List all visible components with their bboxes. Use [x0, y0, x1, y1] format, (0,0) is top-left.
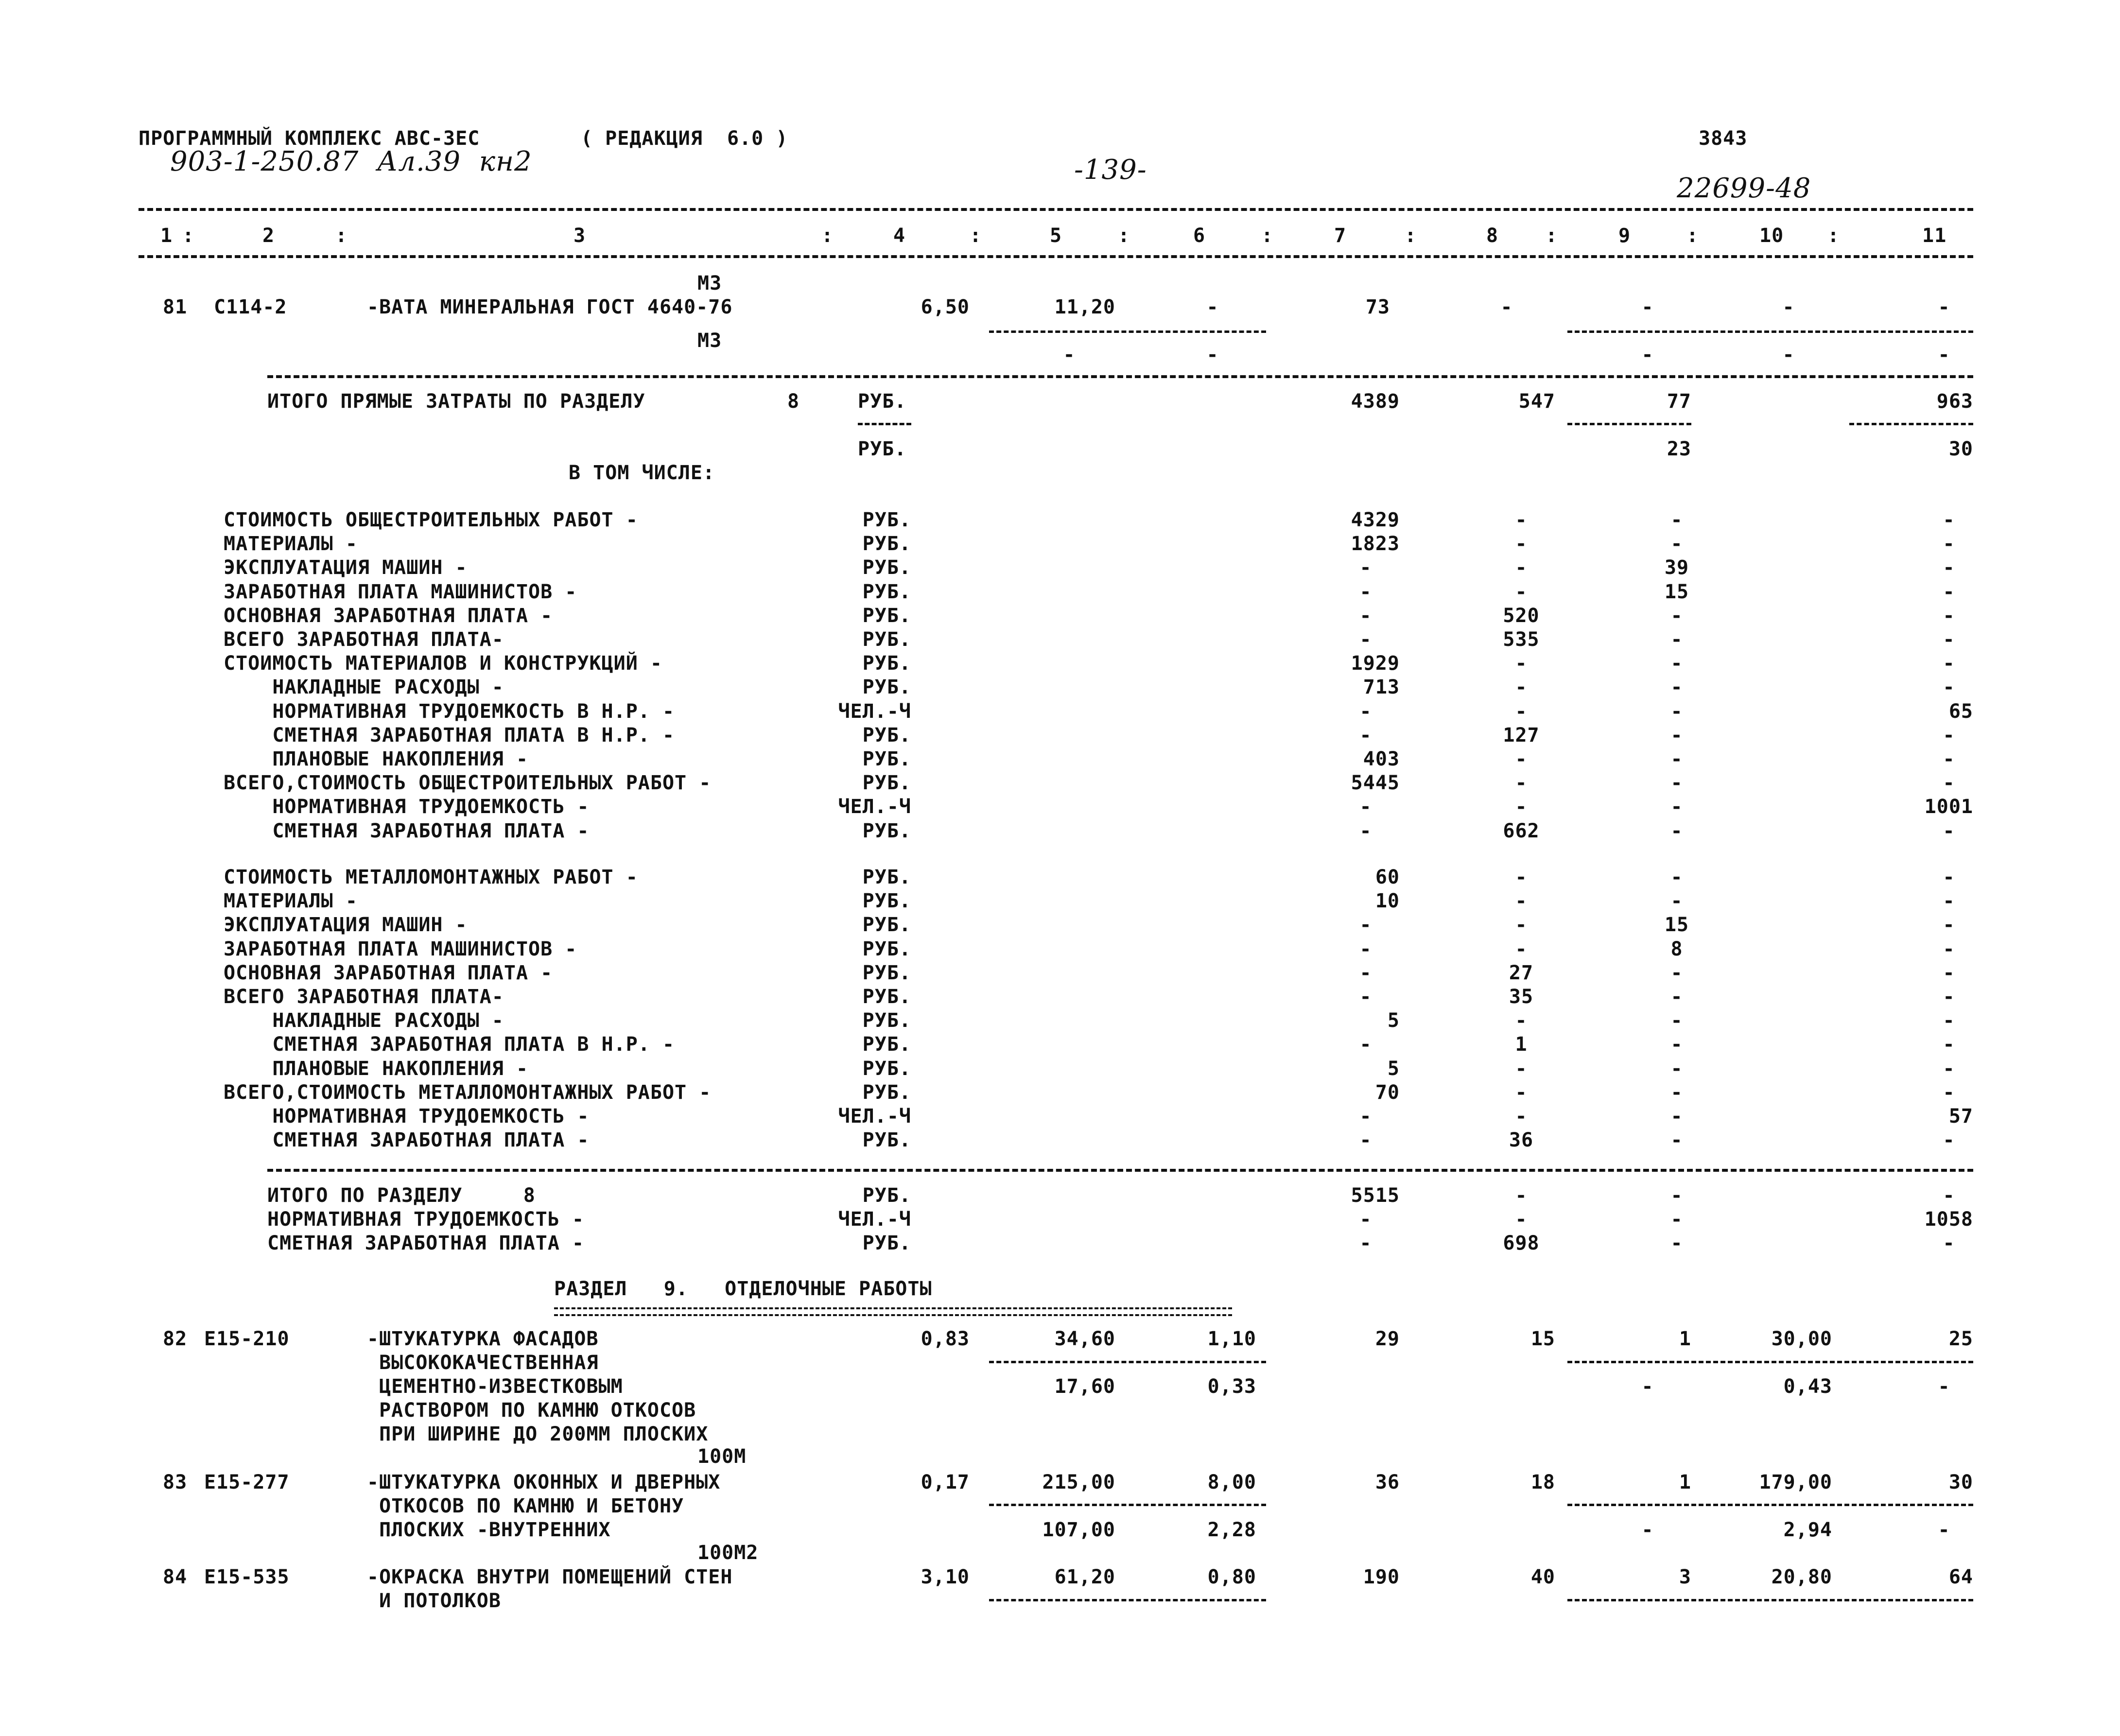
cell-c9: - [1670, 748, 1683, 770]
cell-c9: 1 [1679, 1328, 1691, 1350]
cell-separator [1567, 1504, 1973, 1506]
item-code: Е15-210 [204, 1328, 290, 1350]
cell-c11: 57 [1948, 1105, 1973, 1128]
cell-c7: - [1359, 961, 1372, 984]
row-unit: ЧЕЛ.-Ч [838, 796, 911, 818]
cell-separator [1567, 423, 1691, 425]
cell-c11: - [1943, 937, 1955, 960]
cell-c6: 1,10 [1207, 1328, 1256, 1350]
item-description-line: И ПОТОЛКОВ [367, 1590, 501, 1612]
column-header-1: 1 [160, 225, 173, 247]
cell-c11: - [1943, 652, 1955, 675]
cell-c5b: 17,60 [1054, 1375, 1115, 1398]
row-label: СМЕТНАЯ ЗАРАБОТНАЯ ПЛАТА - [224, 1129, 590, 1152]
cell-c11: 64 [1948, 1566, 1973, 1588]
cell-c8: - [1515, 914, 1528, 937]
row-unit: РУБ. [862, 1081, 911, 1104]
cell-c10b: 0,43 [1783, 1375, 1832, 1398]
project-handwritten: 903-1-250.87 Ал.39 кн2 [170, 146, 532, 177]
cell-c8: - [1515, 533, 1528, 556]
row-unit: РУБ. [862, 1009, 911, 1032]
item-unit: 100М [697, 1445, 747, 1468]
cell-c8: - [1515, 772, 1528, 795]
cell-c8: - [1515, 937, 1528, 960]
cell-c9: 3 [1679, 1566, 1691, 1588]
cell-c7: - [1359, 796, 1372, 818]
cell-c8: - [1515, 676, 1528, 699]
item-description-line: ВЫСОКОКАЧЕСТВЕННАЯ [367, 1352, 599, 1374]
cell-c7: - [1359, 1129, 1372, 1152]
cell-c8: - [1515, 509, 1528, 531]
row-label: ВСЕГО ЗАРАБОТНАЯ ПЛАТА- [224, 628, 504, 651]
column-separator: : [1405, 225, 1417, 247]
row-unit: РУБ. [862, 509, 911, 531]
item-unit-bottom: М3 [697, 330, 722, 352]
cell-c7: - [1359, 628, 1372, 651]
cell-c8: 40 [1530, 1566, 1555, 1588]
cell-c9: - [1670, 772, 1683, 795]
cell-c11: - [1943, 1184, 1955, 1207]
cell-c7: - [1359, 914, 1372, 937]
cell-c6: 8,00 [1207, 1471, 1256, 1493]
cell-c9: - [1670, 652, 1683, 675]
cell-c11b: 30 [1948, 438, 1973, 460]
cell-c11b: - [1938, 1519, 1950, 1541]
row-label: ЗАРАБОТНАЯ ПЛАТА МАШИНИСТОВ - [224, 580, 577, 603]
column-separator: : [1827, 225, 1840, 247]
item-unit: 100М2 [697, 1542, 759, 1564]
column-header-9: 9 [1618, 225, 1631, 247]
cell-c10: - [1782, 296, 1795, 318]
row-label: НОРМАТИВНАЯ ТРУДОЕМКОСТЬ - [267, 1208, 585, 1231]
cell-c7: - [1359, 700, 1372, 723]
cell-c8: 547 [1518, 390, 1555, 413]
cell-c9: - [1670, 961, 1683, 984]
cell-c7: 713 [1363, 676, 1400, 699]
program-edition: ( РЕДАКЦИЯ 6.0 ) [581, 127, 788, 150]
cell-c7: - [1359, 724, 1372, 746]
row-label: НОРМАТИВНАЯ ТРУДОЕМКОСТЬ - [224, 1105, 590, 1128]
cell-separator [989, 1504, 1266, 1506]
page-number-handwritten: -139- [1074, 154, 1147, 186]
row-label: НОРМАТИВНАЯ ТРУДОЕМКОСТЬ В Н.Р. - [224, 700, 675, 723]
row-label: СТОИМОСТЬ МЕТАЛЛОМОНТАЖНЫХ РАБОТ - [224, 866, 638, 888]
item-number: 81 [163, 296, 188, 318]
cell-c11: - [1943, 772, 1955, 795]
cell-c11: 25 [1948, 1328, 1973, 1350]
cell-c9: - [1670, 1184, 1683, 1207]
cell-c7: - [1359, 986, 1372, 1008]
row-label: СМЕТНАЯ ЗАРАБОТНАЯ ПЛАТА - [224, 819, 590, 842]
row-label: МАТЕРИАЛЫ - [224, 533, 358, 556]
row-label: ПЛАНОВЫЕ НАКОПЛЕНИЯ - [224, 748, 529, 770]
item-description-line: ПЛОСКИХ -ВНУТРЕННИХ [367, 1519, 611, 1541]
cell-c10b: - [1782, 344, 1795, 366]
row-label: СМЕТНАЯ ЗАРАБОТНАЯ ПЛАТА В Н.Р. - [224, 1033, 675, 1056]
cell-c11: 1001 [1924, 796, 1973, 818]
row-unit: РУБ. [862, 748, 911, 770]
cell-c11: - [1943, 890, 1955, 913]
cell-c8: - [1515, 1208, 1528, 1231]
row-unit: РУБ. [862, 580, 911, 603]
cell-separator [989, 1361, 1266, 1363]
item-description-line: -ШТУКАТУРКА ОКОННЫХ И ДВЕРНЫХ [367, 1471, 721, 1493]
item-description: -ВАТА МИНЕРАЛЬНАЯ ГОСТ 4640-76 [367, 296, 733, 318]
cell-c11: - [1943, 580, 1955, 603]
section-rule [267, 375, 1973, 378]
cell-c9: 15 [1664, 914, 1689, 937]
cell-c6b: - [1206, 344, 1219, 366]
row-unit: РУБ. [862, 604, 911, 627]
row-unit: РУБ. [862, 890, 911, 913]
cell-c7: - [1359, 556, 1372, 579]
cell-c9: - [1670, 509, 1683, 531]
cell-c11: - [1943, 604, 1955, 627]
column-separator: : [970, 225, 982, 247]
row-unit: РУБ. [862, 914, 911, 937]
cell-c7: 4389 [1351, 390, 1400, 413]
cell-c9b: - [1641, 344, 1654, 366]
cell-c7: - [1359, 604, 1372, 627]
cell-c9b: - [1641, 1519, 1654, 1541]
row-unit: РУБ. [862, 676, 911, 699]
row-label: МАТЕРИАЛЫ - [224, 890, 358, 913]
column-header-10: 10 [1759, 225, 1784, 247]
column-header-2: 2 [262, 225, 275, 247]
cell-c7: 1929 [1351, 652, 1400, 675]
cell-c7: 10 [1375, 890, 1400, 913]
cell-c7: - [1359, 937, 1372, 960]
cell-c11: 30 [1948, 1471, 1973, 1493]
cell-c10: 179,00 [1759, 1471, 1832, 1493]
row-unit: РУБ. [862, 1184, 911, 1207]
cell-c8: - [1515, 1081, 1528, 1104]
cell-c9: - [1670, 1232, 1683, 1255]
cell-c11: - [1943, 914, 1955, 937]
row-label: ИТОГО ПО РАЗДЕЛУ 8 [267, 1184, 536, 1207]
cell-c11b: - [1938, 344, 1950, 366]
cell-c11: - [1943, 724, 1955, 746]
section-heading-underline [554, 1307, 1232, 1316]
cell-c8: 520 [1503, 604, 1540, 627]
row-label: СМЕТНАЯ ЗАРАБОТНАЯ ПЛАТА В Н.Р. - [224, 724, 675, 746]
cell-c9: - [1670, 1129, 1683, 1152]
column-header-8: 8 [1486, 225, 1499, 247]
cell-c11: - [1943, 1081, 1955, 1104]
cell-c11: 963 [1936, 390, 1973, 413]
row-unit: РУБ. [862, 866, 911, 888]
row-unit: РУБ. [862, 1129, 911, 1152]
row-unit: РУБ. [862, 819, 911, 842]
cell-c7: 36 [1375, 1471, 1400, 1493]
column-separator: : [182, 225, 195, 247]
column-header-rule [139, 255, 1973, 258]
cell-c7: 29 [1375, 1328, 1400, 1350]
cell-c6: 0,80 [1207, 1566, 1256, 1588]
row-unit: РУБ. [862, 652, 911, 675]
cell-c11: - [1943, 509, 1955, 531]
cell-separator [989, 330, 1266, 333]
cell-c7: - [1359, 580, 1372, 603]
cell-c7: 403 [1363, 748, 1400, 770]
item-code: С114-2 [214, 296, 287, 318]
cell-c9: - [1670, 533, 1683, 556]
unit-separator [858, 423, 911, 425]
row-label: ПЛАНОВЫЕ НАКОПЛЕНИЯ - [224, 1057, 529, 1080]
cell-c10: 30,00 [1771, 1328, 1832, 1350]
row-label: ОСНОВНАЯ ЗАРАБОТНАЯ ПЛАТА - [224, 604, 553, 627]
cell-c9: - [1670, 628, 1683, 651]
cell-c8: - [1515, 700, 1528, 723]
cell-c7: 5445 [1351, 772, 1400, 795]
cell-c9: - [1670, 700, 1683, 723]
cell-c7: - [1359, 1033, 1372, 1056]
row-label: ОСНОВНАЯ ЗАРАБОТНАЯ ПЛАТА - [224, 961, 553, 984]
cell-c9: - [1670, 604, 1683, 627]
cell-c6b: 0,33 [1207, 1375, 1256, 1398]
row-label: ЗАРАБОТНАЯ ПЛАТА МАШИНИСТОВ - [224, 937, 577, 960]
cell-c9: 77 [1667, 390, 1691, 413]
cell-c8: - [1515, 1184, 1528, 1207]
cell-c8: - [1515, 1009, 1528, 1032]
cell-c7: 1823 [1351, 533, 1400, 556]
cell-c7: 4329 [1351, 509, 1400, 531]
cell-c7: 5515 [1351, 1184, 1400, 1207]
program-title: ПРОГРАММНЫЙ КОМПЛЕКС АВС-3ЕС [139, 127, 480, 150]
cell-c11b: - [1938, 1375, 1950, 1398]
row-unit: РУБ. [862, 986, 911, 1008]
cell-c8: 15 [1530, 1328, 1555, 1350]
cell-c8: 36 [1509, 1129, 1534, 1152]
cell-separator [1567, 1361, 1973, 1363]
cell-c8: - [1515, 796, 1528, 818]
cell-c9: - [1670, 1208, 1683, 1231]
cell-c11: - [1943, 748, 1955, 770]
cell-c5: 34,60 [1054, 1328, 1115, 1350]
cell-c11: 1058 [1924, 1208, 1973, 1231]
item-description-line: ЦЕМЕНТНО-ИЗВЕСТКОВЫМ [367, 1375, 623, 1398]
cell-c11: - [1943, 961, 1955, 984]
item-description-line: -ШТУКАТУРКА ФАСАДОВ [367, 1328, 599, 1350]
cell-c9b: 23 [1667, 438, 1691, 460]
item-description-line: ОТКОСОВ ПО КАМНЮ И БЕТОНУ [367, 1495, 684, 1517]
column-header-3: 3 [573, 225, 586, 247]
table-top-rule [139, 208, 1973, 211]
cell-c8: - [1515, 1057, 1528, 1080]
cell-c9: - [1670, 724, 1683, 746]
cell-c9: 8 [1670, 937, 1683, 960]
item-number: 83 [163, 1471, 188, 1493]
cell-c7: - [1359, 1105, 1372, 1128]
row-label: ЭКСПЛУАТАЦИЯ МАШИН - [224, 914, 468, 937]
cell-c5: 61,20 [1054, 1566, 1115, 1588]
cell-c11: - [1943, 1232, 1955, 1255]
row-label: ВСЕГО ЗАРАБОТНАЯ ПЛАТА- [224, 986, 504, 1008]
row-unit: РУБ. [862, 1057, 911, 1080]
cell-c9: - [1670, 890, 1683, 913]
cell-c9: 39 [1664, 556, 1689, 579]
item-description-line: ПРИ ШИРИНЕ ДО 200ММ ПЛОСКИХ [367, 1423, 709, 1445]
cell-c4: 6,50 [921, 296, 970, 318]
row-unit: РУБ. [862, 724, 911, 746]
column-header-6: 6 [1193, 225, 1206, 247]
row-unit: РУБ. [862, 533, 911, 556]
item-description-line: -ОКРАСКА ВНУТРИ ПОМЕЩЕНИЙ СТЕН [367, 1566, 733, 1588]
cell-c8: 698 [1503, 1232, 1540, 1255]
cell-c11: - [1943, 866, 1955, 888]
cell-c6b: 2,28 [1207, 1519, 1256, 1541]
item-number: 84 [163, 1566, 188, 1588]
row-unit: ЧЕЛ.-Ч [838, 1105, 911, 1128]
cell-c9: 15 [1664, 580, 1689, 603]
item-number: 82 [163, 1328, 188, 1350]
cell-c5b: 107,00 [1042, 1519, 1115, 1541]
cell-c11: - [1943, 556, 1955, 579]
cell-c11: - [1943, 1009, 1955, 1032]
including-heading: В ТОМ ЧИСЛЕ: [569, 462, 715, 484]
total-direct-section-number: 8 [787, 390, 800, 413]
cell-c7: 5 [1387, 1057, 1400, 1080]
row-unit: РУБ. [862, 1232, 911, 1255]
column-header-4: 4 [893, 225, 906, 247]
cell-c9: - [1670, 796, 1683, 818]
cell-c7: 70 [1375, 1081, 1400, 1104]
cell-c8: - [1515, 748, 1528, 770]
row-unit: ЧЕЛ.-Ч [838, 1208, 911, 1231]
row-label: ВСЕГО,СТОИМОСТЬ МЕТАЛЛОМОНТАЖНЫХ РАБОТ - [224, 1081, 712, 1104]
cell-c9: - [1670, 676, 1683, 699]
cell-c11: - [1943, 628, 1955, 651]
row-label: ВСЕГО,СТОИМОСТЬ ОБЩЕСТРОИТЕЛЬНЫХ РАБОТ - [224, 772, 712, 795]
cell-c8: 35 [1509, 986, 1534, 1008]
cell-c9: - [1670, 1081, 1683, 1104]
cell-c7: - [1359, 1208, 1372, 1231]
cell-c11: - [1943, 986, 1955, 1008]
column-separator: : [1261, 225, 1274, 247]
row-unit: РУБ. [862, 961, 911, 984]
column-separator: : [1546, 225, 1558, 247]
cell-c8: - [1500, 296, 1513, 318]
cell-c9: - [1670, 1009, 1683, 1032]
cell-c9: - [1670, 819, 1683, 842]
cell-c7: - [1359, 819, 1372, 842]
row-label: НОРМАТИВНАЯ ТРУДОЕМКОСТЬ - [224, 796, 590, 818]
cell-separator [989, 1599, 1266, 1601]
document-number: 3843 [1699, 127, 1748, 150]
cell-c9: - [1670, 1105, 1683, 1128]
cell-c9b: - [1641, 1375, 1654, 1398]
cell-c7: 60 [1375, 866, 1400, 888]
item-description-line: РАСТВОРОМ ПО КАМНЮ ОТКОСОВ [367, 1399, 696, 1422]
cell-c9: - [1670, 866, 1683, 888]
cell-separator [1567, 330, 1973, 333]
cell-c8: - [1515, 652, 1528, 675]
cell-c5: 11,20 [1054, 296, 1115, 318]
cell-c8: 535 [1503, 628, 1540, 651]
cell-c11: - [1943, 676, 1955, 699]
cell-c9: - [1670, 1057, 1683, 1080]
cell-c4: 3,10 [921, 1566, 970, 1588]
cell-c11: - [1943, 1129, 1955, 1152]
row-label: СТОИМОСТЬ ОБЩЕСТРОИТЕЛЬНЫХ РАБОТ - [224, 509, 638, 531]
item-unit-top: М3 [697, 272, 722, 295]
cell-c7: 73 [1365, 296, 1390, 318]
item-code: Е15-535 [204, 1566, 290, 1588]
row-label: ЭКСПЛУАТАЦИЯ МАШИН - [224, 556, 468, 579]
column-header-7: 7 [1334, 225, 1347, 247]
cell-c4: 0,83 [921, 1328, 970, 1350]
cell-c9: - [1641, 296, 1654, 318]
cell-c10: 20,80 [1771, 1566, 1832, 1588]
cell-c7: 190 [1363, 1566, 1400, 1588]
row-label: СТОИМОСТЬ МАТЕРИАЛОВ И КОНСТРУКЦИЙ - [224, 652, 662, 675]
cell-c8: 127 [1503, 724, 1540, 746]
cell-c11: - [1943, 819, 1955, 842]
cell-c8: - [1515, 866, 1528, 888]
column-header-5: 5 [1050, 225, 1062, 247]
cell-c11: - [1943, 533, 1955, 556]
cell-c6: - [1206, 296, 1219, 318]
column-separator: : [335, 225, 348, 247]
item-code: Е15-277 [204, 1471, 290, 1493]
cell-c8: 27 [1509, 961, 1534, 984]
cell-c8: 18 [1530, 1471, 1555, 1493]
cell-c9: 1 [1679, 1471, 1691, 1493]
cell-c11: - [1943, 1033, 1955, 1056]
cell-c8: - [1515, 890, 1528, 913]
total-direct-unit: РУБ. [858, 390, 907, 413]
row-label: НАКЛАДНЫЕ РАСХОДЫ - [224, 676, 504, 699]
cell-c9: - [1670, 986, 1683, 1008]
section-heading: РАЗДЕЛ 9. ОТДЕЛОЧНЫЕ РАБОТЫ [554, 1278, 932, 1300]
cell-c9: - [1670, 1033, 1683, 1056]
row-unit: РУБ. [862, 556, 911, 579]
row-unit: РУБ. [862, 772, 911, 795]
cell-separator [1567, 1599, 1973, 1601]
row-unit: РУБ. [862, 937, 911, 960]
cell-c8: - [1515, 556, 1528, 579]
cell-c5b: - [1063, 344, 1076, 366]
total-direct-unit-2: РУБ. [858, 438, 907, 460]
row-label: СМЕТНАЯ ЗАРАБОТНАЯ ПЛАТА - [267, 1232, 585, 1255]
cell-c11: 65 [1948, 700, 1973, 723]
column-separator: : [821, 225, 834, 247]
cell-c5: 215,00 [1042, 1471, 1115, 1493]
cell-c11: - [1943, 1057, 1955, 1080]
row-unit: ЧЕЛ.-Ч [838, 700, 911, 723]
column-separator: : [1686, 225, 1699, 247]
cell-c8: 1 [1515, 1033, 1528, 1056]
cell-c4: 0,17 [921, 1471, 970, 1493]
total-direct-label: ИТОГО ПРЯМЫЕ ЗАТРАТЫ ПО РАЗДЕЛУ [267, 390, 645, 413]
column-separator: : [1118, 225, 1130, 247]
cell-c8: 662 [1503, 819, 1540, 842]
cell-c7: 5 [1387, 1009, 1400, 1032]
cell-c10b: 2,94 [1783, 1519, 1832, 1541]
column-header-11: 11 [1922, 225, 1947, 247]
row-unit: РУБ. [862, 1033, 911, 1056]
row-label: НАКЛАДНЫЕ РАСХОДЫ - [224, 1009, 504, 1032]
cell-c8: - [1515, 1105, 1528, 1128]
row-unit: РУБ. [862, 628, 911, 651]
cell-separator [1849, 423, 1973, 425]
cell-c11: - [1938, 296, 1950, 318]
section-total-rule [267, 1169, 1973, 1172]
reference-handwritten: 22699-48 [1677, 173, 1811, 204]
cell-c8: - [1515, 580, 1528, 603]
cell-c7: - [1359, 1232, 1372, 1255]
